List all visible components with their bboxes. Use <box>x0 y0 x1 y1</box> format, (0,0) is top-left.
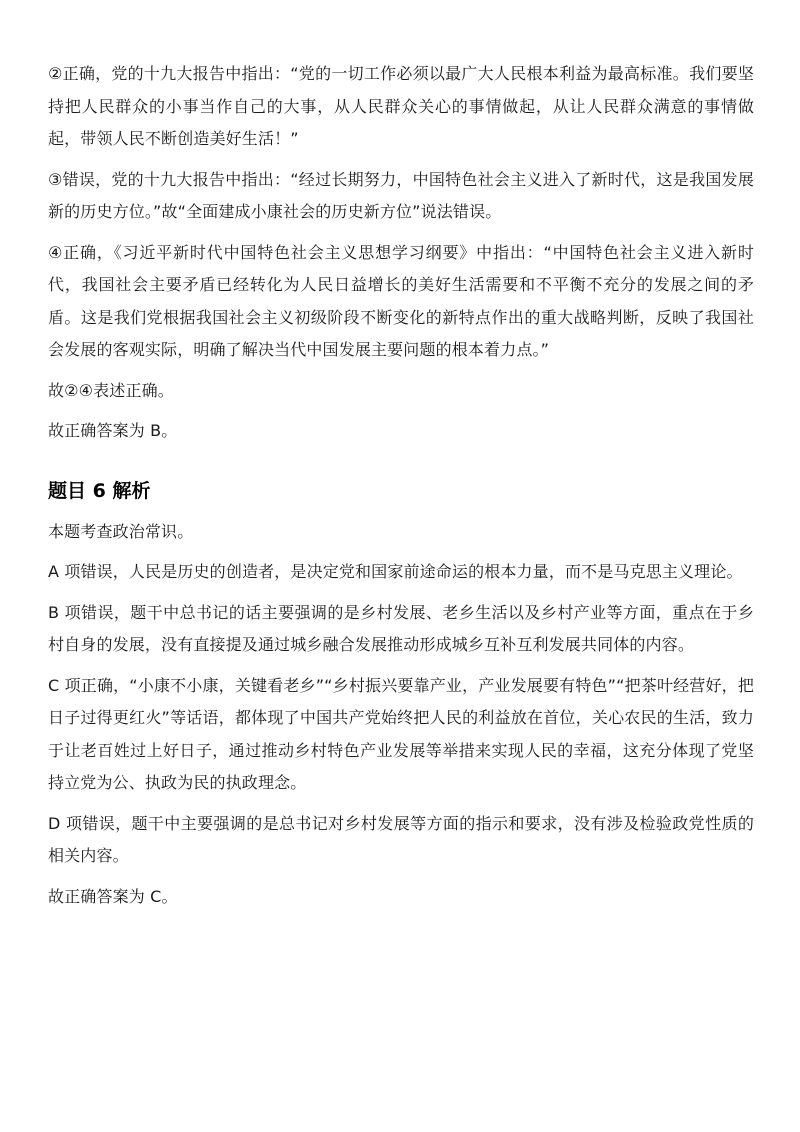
option-d-analysis: D 项错误，题干中主要强调的是总书记对乡村发展等方面的指示和要求，没有涉及检验政党性质的相关内容。 <box>48 813 754 865</box>
question-topic: 本题考查政治常识。 <box>48 521 194 541</box>
option-a-analysis: A 项错误，人民是历史的创造者，是决定党和国家前途命运的根本力量，而不是马克思主义理论。 <box>48 562 743 581</box>
answer-point-2: ②正确，党的十九大报告中指出：“党的一切工作必须以最广大人民根本利益为最高标准。我们要坚持把人民群众的小事当作自己的大事，从人民群众关心的事情做起，从让人民群众满意的事情做起，带领人民不断创造美好生活！” <box>48 64 754 148</box>
document-page <box>48 58 754 921</box>
conclusion-statement: 故②④表述正确。 <box>48 380 174 400</box>
answer-point-4: ④正确，《习近平新时代中国特色社会主义思想学习纲要》中指出：“中国特色社会主义进入新时代，我国社会主要矛盾已经转化为人民日益增长的美好生活需要和不平衡不充分的发展之间的矛盾。这是我们党根据我国社会主义初级阶段不断变化的新特点作出的重大战略判断，反映了我国社会发展的客观实际，明确了解决当代中国发展主要问题的根本着力点。” <box>48 242 754 359</box>
section-heading-question-6: 题目 6 解析 <box>48 479 151 502</box>
answer-point-3: ③错误，党的十九大报告中指出：“经过长期努力，中国特色社会主义进入了新时代，这是我国发展新的历史方位。”故“全面建成小康社会的历史新方位”说法错误。 <box>48 169 754 221</box>
option-b-analysis: B 项错误，题干中总书记的话主要强调的是乡村发展、老乡生活以及乡村产业等方面，重点在于乡村自身的发展，没有直接提及通过城乡融合发展推动形成城乡互补互利发展共同体的内容。 <box>48 602 754 654</box>
correct-answer-b: 故正确答案为 B。 <box>48 421 178 440</box>
correct-answer-c: 故正确答案为 C。 <box>48 886 178 906</box>
option-c-analysis: C 项正确，“小康不小康，关键看老乡”“乡村振兴要靠产业，产业发展要有特色”“把茶叶经营好，把日子过得更红火”等话语，都体现了中国共产党始终把人民的利益放在首位，关心农民的生活，致力于让老百姓过上好日子，通过推动乡村特色产业发展等举措来实现人民的幸福，这充分体现了党坚持立党为公、执政为民的执政理念。 <box>48 675 754 792</box>
section-gap <box>48 456 754 460</box>
